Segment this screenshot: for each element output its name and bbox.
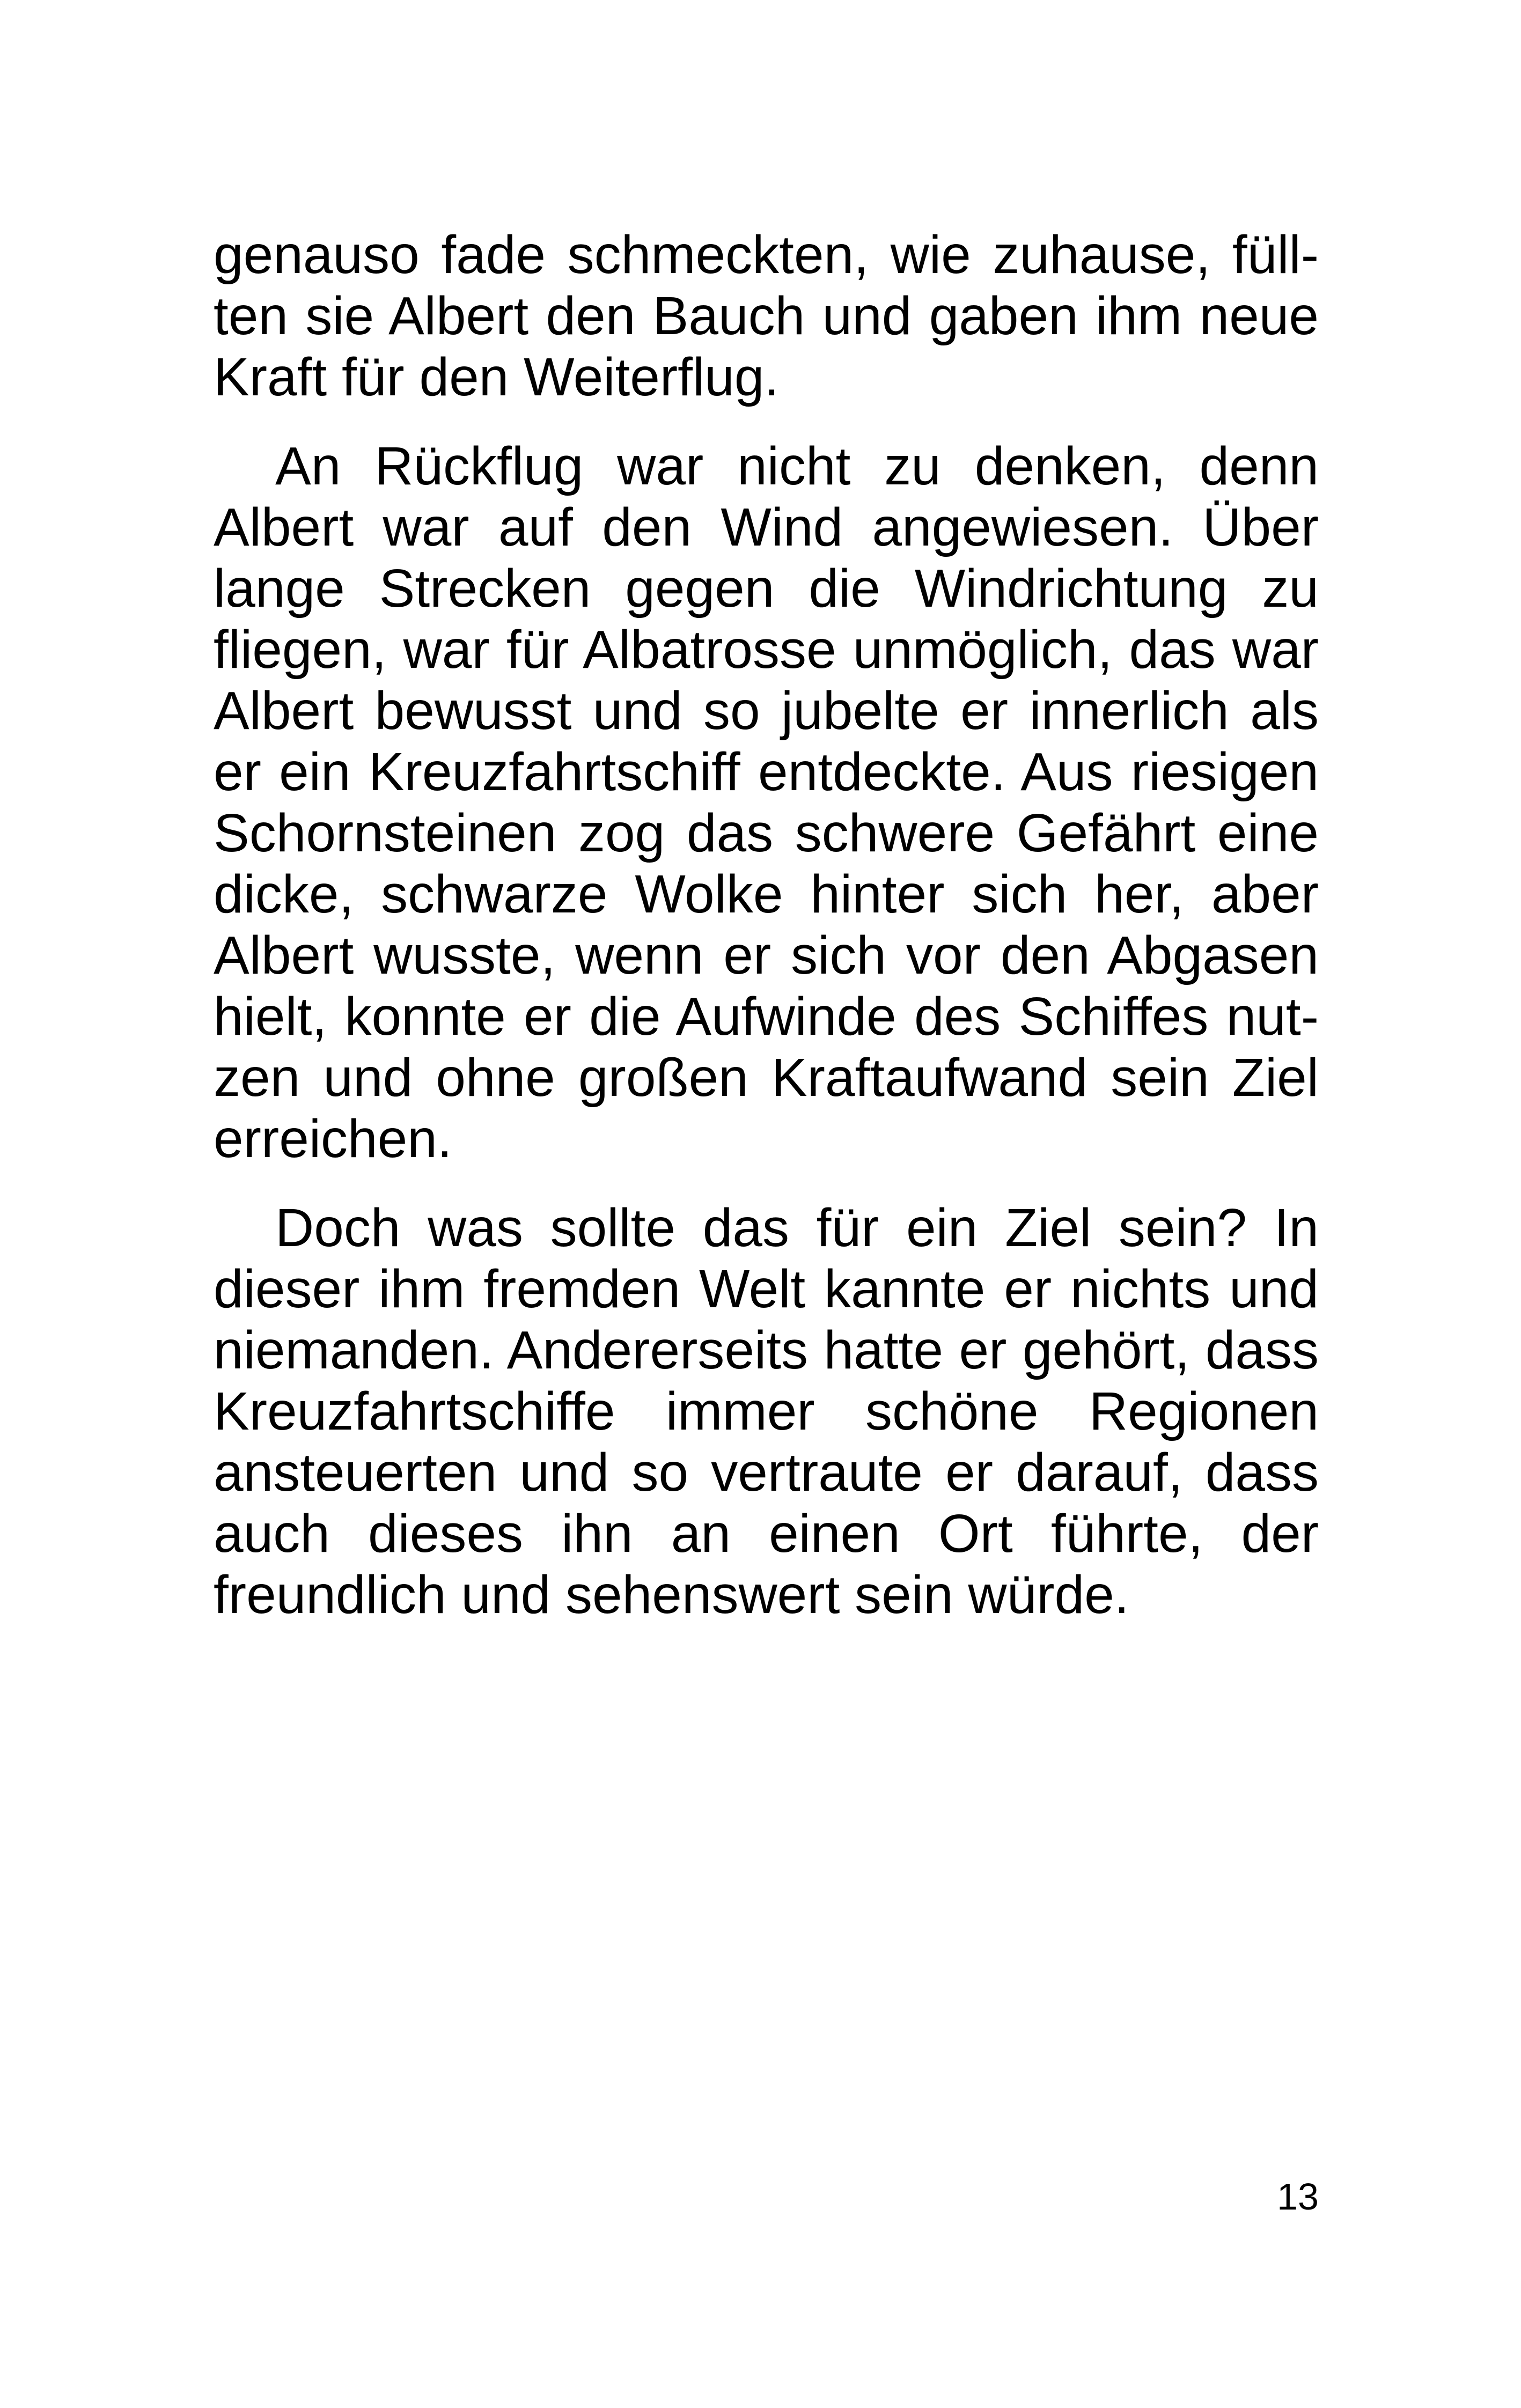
text-line: zen und ohne großen Kraftaufwand sein Ziel bbox=[214, 1048, 1319, 1108]
text-line: genauso fade schmeckten, wie zuhause, füll- bbox=[214, 225, 1319, 285]
paragraph-1 bbox=[214, 224, 1319, 408]
text-line: An Rückflug war nicht zu denken, denn bbox=[275, 436, 1319, 496]
text-line: Kraft für den Weiterflug. bbox=[214, 347, 780, 407]
text-line: lange Strecken gegen die Windrichtung zu bbox=[214, 558, 1319, 618]
text-line: ansteuerten und so vertraute er darauf, dass bbox=[214, 1442, 1319, 1503]
text-line: Schornsteinen zog das schwere Gefährt eine bbox=[214, 803, 1319, 863]
text-line: Albert war auf den Wind angewiesen. Über bbox=[214, 497, 1319, 557]
paragraph-3 bbox=[214, 1197, 1319, 1625]
body-text bbox=[214, 224, 1319, 1625]
text-line: Albert wusste, wenn er sich vor den Abgasen bbox=[214, 925, 1319, 985]
text-line: freundlich und sehenswert sein würde. bbox=[214, 1565, 1129, 1625]
text-line: hielt, konnte er die Aufwinde des Schiffes nut- bbox=[214, 986, 1319, 1047]
page-number: 13 bbox=[1277, 2176, 1319, 2218]
text-line: Albert bewusst und so jubelte er innerlich als bbox=[214, 681, 1319, 741]
text-line: dieser ihm fremden Welt kannte er nichts und bbox=[214, 1259, 1319, 1319]
text-line: niemanden. Andererseits hatte er gehört, dass bbox=[214, 1320, 1319, 1380]
paragraph-2 bbox=[214, 436, 1319, 1169]
text-line: ten sie Albert den Bauch und gaben ihm neue bbox=[214, 286, 1319, 346]
text-line: fliegen, war für Albatrosse unmöglich, das war bbox=[214, 620, 1319, 680]
text-line: er ein Kreuzfahrtschiff entdeckte. Aus riesigen bbox=[214, 742, 1319, 802]
text-line: Kreuzfahrtschiffe immer schöne Regionen bbox=[214, 1381, 1319, 1441]
text-line: auch dieses ihn an einen Ort führte, der bbox=[214, 1504, 1319, 1564]
text-line: Doch was sollte das für ein Ziel sein? In bbox=[275, 1198, 1319, 1258]
text-line: erreichen. bbox=[214, 1109, 452, 1169]
text-line: dicke, schwarze Wolke hinter sich her, aber bbox=[214, 864, 1319, 924]
